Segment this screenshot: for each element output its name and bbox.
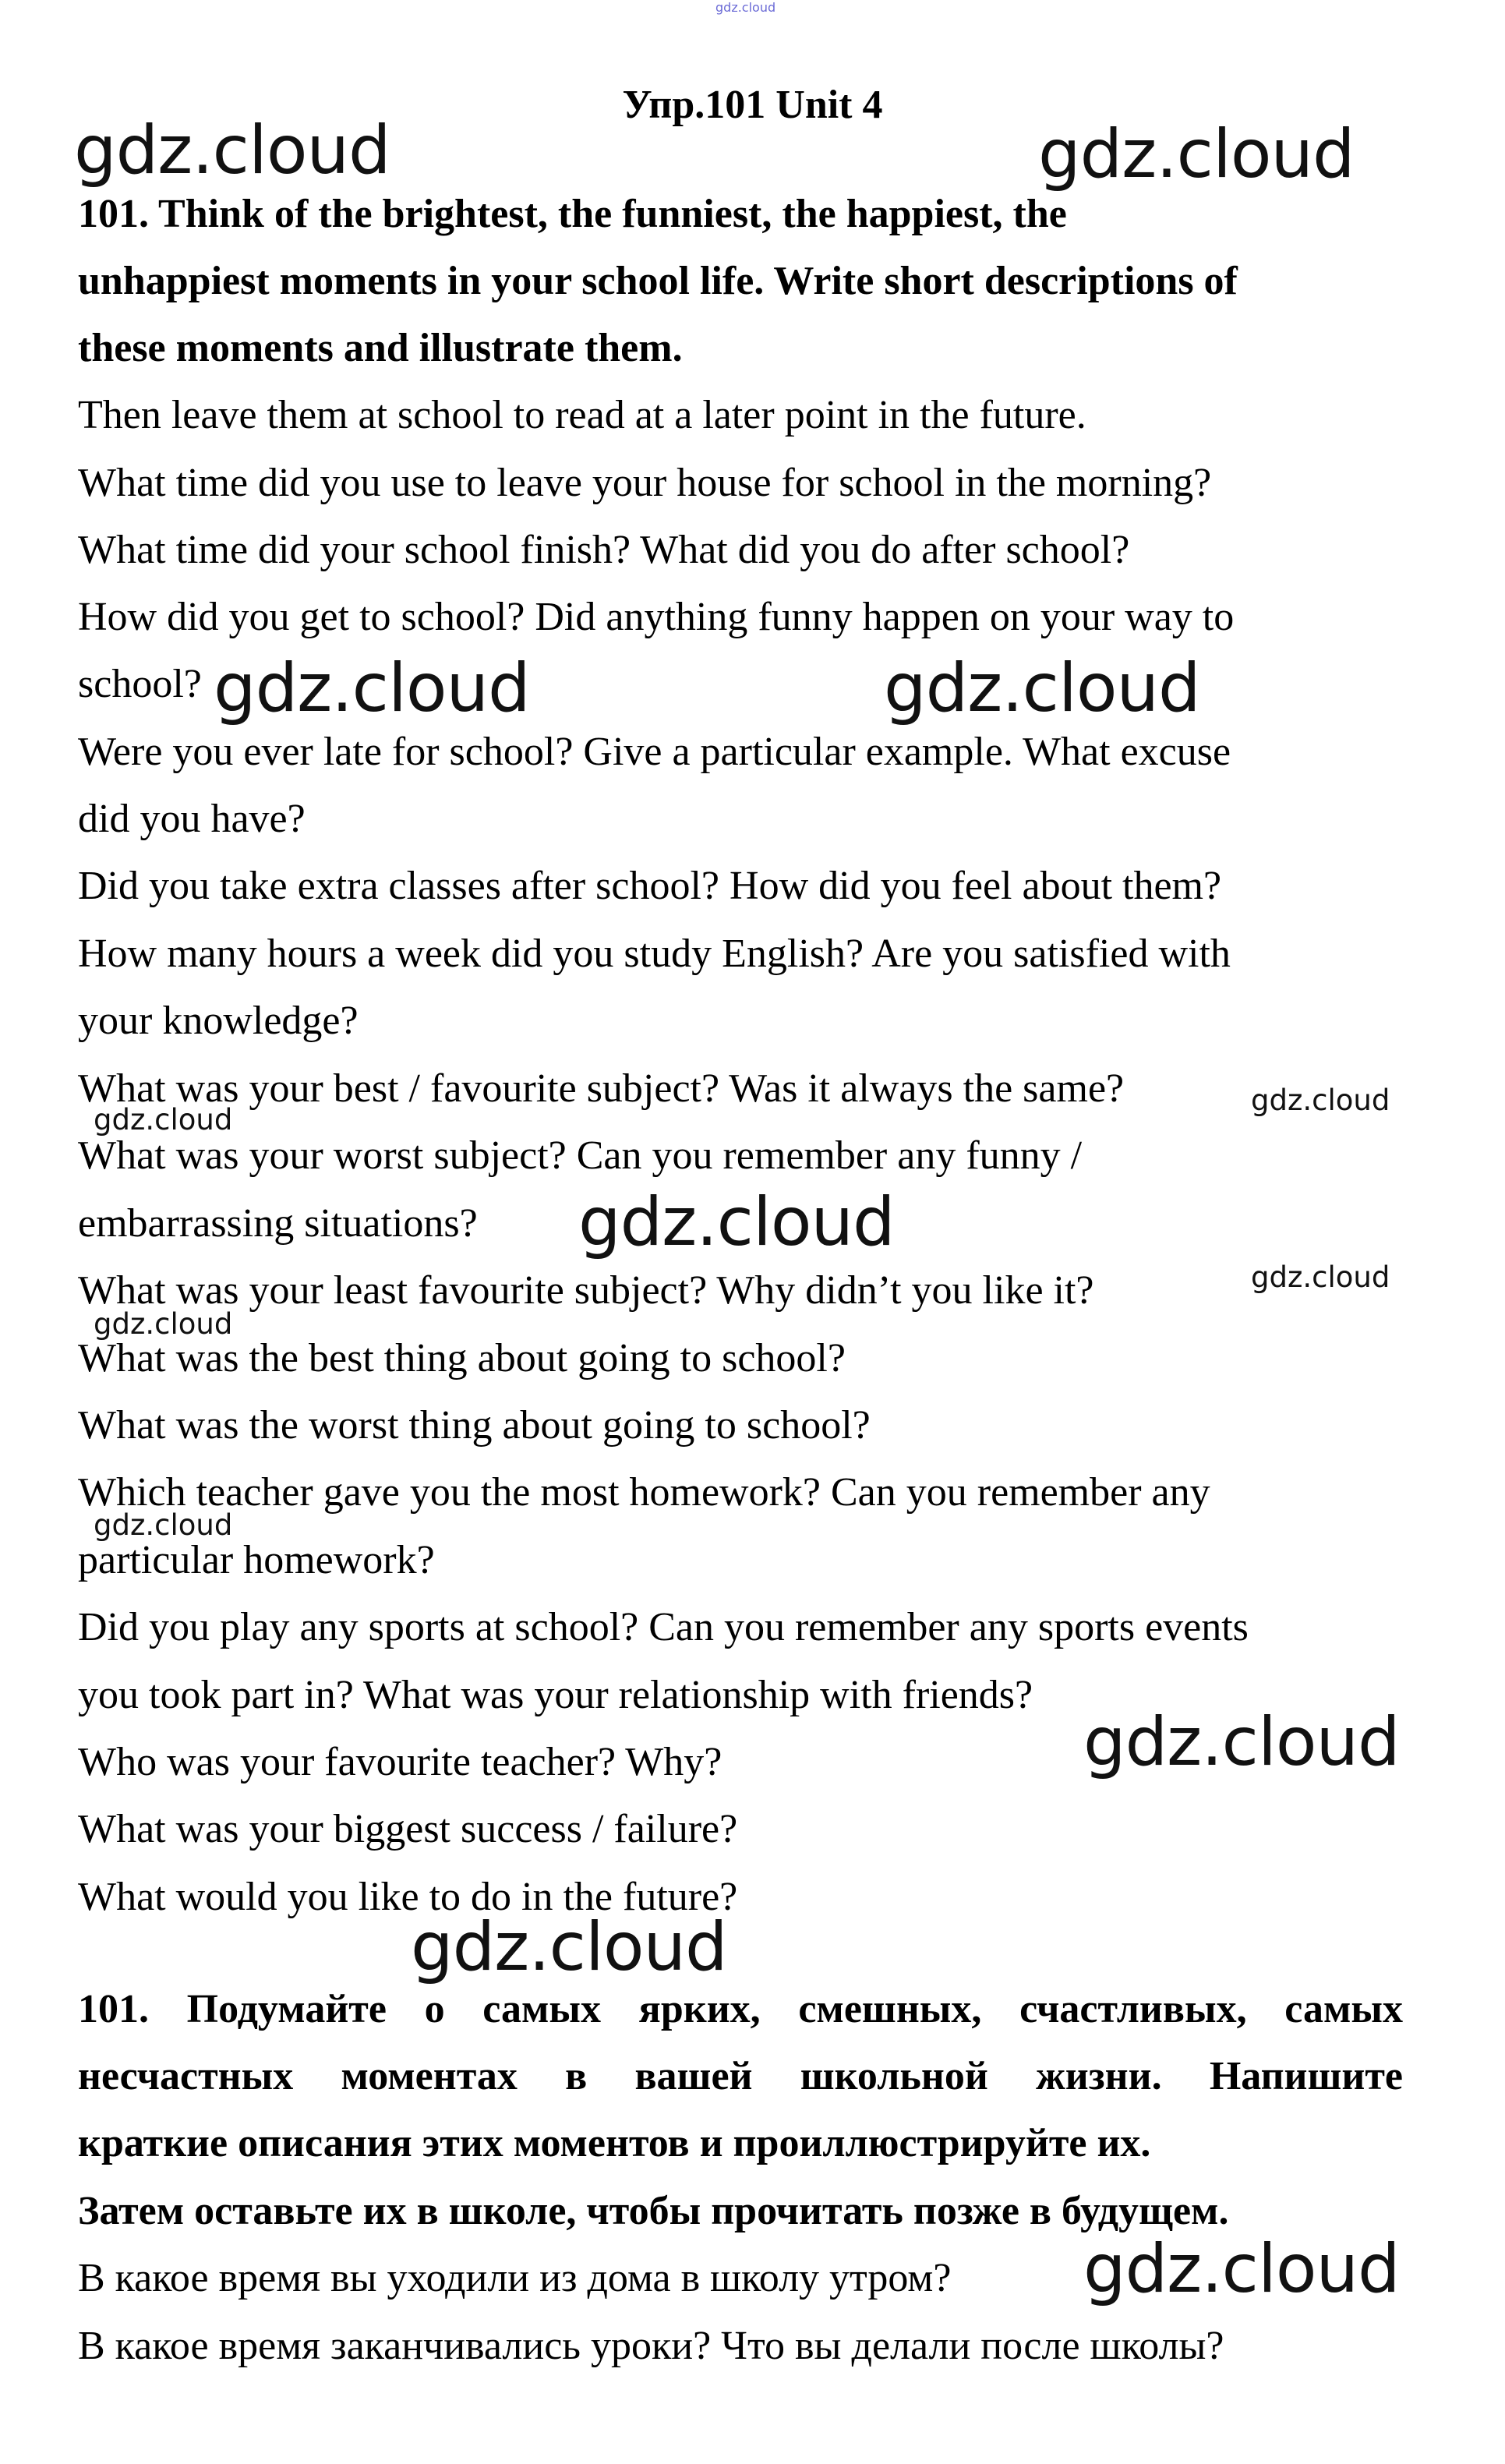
ru-heading-line: Затем оставьте их в школе, чтобы прочитать позже в будущем.: [78, 2189, 1229, 2233]
ru-heading-line: краткие описания этих моментов и проиллюстрируйте их.: [78, 2121, 1151, 2165]
watermark: gdz.cloud: [94, 1307, 233, 1341]
en-line: Were you ever late for school? Give a particular example. What excuse: [78, 730, 1231, 774]
en-line: What would you like to do in the future?: [78, 1875, 738, 1919]
ru-heading-line: 101. Подумайте о самых ярких, смешных, счастливых, самых: [78, 1987, 1403, 2031]
page-title: Упр.101 Unit 4: [622, 83, 883, 127]
watermark: gdz.cloud: [94, 1103, 233, 1137]
ru-heading-line: несчастных моментах в вашей школьной жизни. Напишите: [78, 2054, 1403, 2098]
watermark: gdz.cloud: [214, 649, 530, 727]
watermark: gdz.cloud: [1038, 115, 1355, 193]
en-heading-line: unhappiest moments in your school life. Write short descriptions of: [78, 259, 1238, 303]
watermark: gdz.cloud: [1251, 1260, 1390, 1294]
en-line: What time did you use to leave your house for school in the morning?: [78, 461, 1212, 505]
en-heading-line: these moments and illustrate them.: [78, 326, 683, 370]
watermark: gdz.cloud: [1083, 2230, 1400, 2308]
en-line: How did you get to school? Did anything funny happen on your way to: [78, 595, 1235, 639]
watermark: gdz.cloud: [411, 1908, 727, 1986]
en-line: Then leave them at school to read at a later point in the future.: [78, 393, 1086, 437]
en-line: Did you take extra classes after school? How did you feel about them?: [78, 864, 1222, 908]
en-line: What was your best / favourite subject? Was it always the same?: [78, 1066, 1125, 1111]
en-line: embarrassing situations?: [78, 1201, 478, 1246]
en-line: Which teacher gave you the most homework? Can you remember any: [78, 1470, 1210, 1515]
en-line: did you have?: [78, 797, 306, 841]
en-line: Did you play any sports at school? Can you remember any sports events: [78, 1605, 1249, 1649]
watermark: gdz.cloud: [1083, 1703, 1400, 1781]
ru-line: В какое время заканчивались уроки? Что вы делали после школы?: [78, 2324, 1224, 2368]
ru-line: В какое время вы уходили из дома в школу утром?: [78, 2256, 952, 2300]
en-line: What was the best thing about going to school?: [78, 1336, 846, 1380]
en-line: Who was your favourite teacher? Why?: [78, 1740, 722, 1784]
header-watermark: gdz.cloud: [715, 0, 776, 15]
en-line: What was your worst subject? Can you remember any funny /: [78, 1133, 1083, 1178]
en-heading-line: 101. Think of the brightest, the funniest, the happiest, the: [78, 192, 1067, 236]
en-line: What time did your school finish? What did you do after school?: [78, 528, 1130, 572]
watermark: gdz.cloud: [1251, 1084, 1390, 1117]
watermark: gdz.cloud: [74, 111, 390, 189]
en-line: your knowledge?: [78, 999, 359, 1043]
en-line: school?: [78, 662, 202, 706]
en-line: How many hours a week did you study English? Are you satisfied with: [78, 932, 1231, 976]
en-line: What was your biggest success / failure?: [78, 1807, 738, 1851]
en-line: particular homework?: [78, 1538, 435, 1582]
en-line: What was your least favourite subject? Why didn’t you like it?: [78, 1268, 1094, 1313]
watermark: gdz.cloud: [94, 1508, 233, 1542]
watermark: gdz.cloud: [884, 649, 1200, 727]
watermark: gdz.cloud: [578, 1183, 895, 1261]
en-line: you took part in? What was your relationship with friends?: [78, 1673, 1033, 1717]
en-line: What was the worst thing about going to school?: [78, 1403, 871, 1448]
